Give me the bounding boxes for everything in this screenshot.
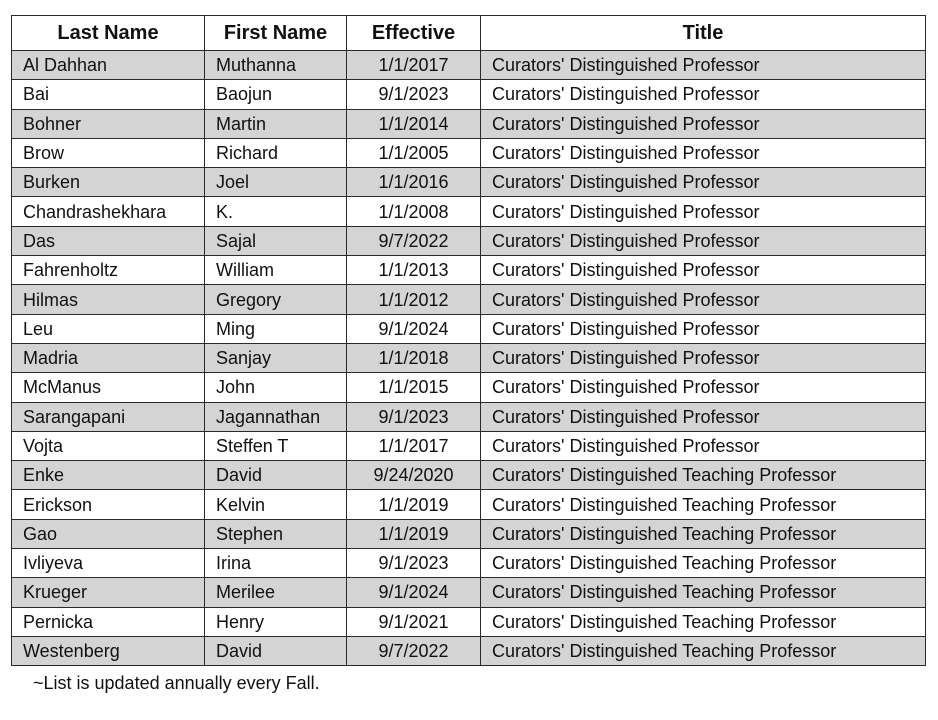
cell-first-name: Martin (205, 109, 347, 138)
cell-first-name: Steffen T (205, 431, 347, 460)
cell-last-name: Vojta (12, 431, 205, 460)
table-row (12, 343, 926, 372)
cell-title: Curators' Distinguished Professor (481, 343, 926, 372)
cell-last-name: Sarangapani (12, 402, 205, 431)
cell-first-name: Sajal (205, 226, 347, 255)
cell-title: Curators' Distinguished Professor (481, 138, 926, 167)
cell-effective: 1/1/2019 (347, 519, 481, 548)
cell-first-name: Muthanna (205, 51, 347, 80)
professors-table-container (11, 15, 925, 666)
cell-effective: 9/1/2023 (347, 549, 481, 578)
cell-first-name: Sanjay (205, 343, 347, 372)
table-row (12, 168, 926, 197)
table-row (12, 578, 926, 607)
cell-effective: 1/1/2005 (347, 138, 481, 167)
cell-last-name: Enke (12, 461, 205, 490)
cell-title: Curators' Distinguished Professor (481, 431, 926, 460)
table-row (12, 197, 926, 226)
cell-first-name: Stephen (205, 519, 347, 548)
table-row (12, 226, 926, 255)
cell-effective: 1/1/2014 (347, 109, 481, 138)
header-first-name: First Name (205, 16, 347, 51)
cell-last-name: Ivliyeva (12, 549, 205, 578)
cell-effective: 9/1/2024 (347, 314, 481, 343)
table-row (12, 402, 926, 431)
cell-effective: 9/1/2021 (347, 607, 481, 636)
cell-first-name: Joel (205, 168, 347, 197)
cell-last-name: McManus (12, 373, 205, 402)
cell-last-name: Leu (12, 314, 205, 343)
header-row (12, 16, 926, 51)
cell-first-name: Merilee (205, 578, 347, 607)
cell-effective: 1/1/2008 (347, 197, 481, 226)
cell-first-name: David (205, 461, 347, 490)
cell-last-name: Brow (12, 138, 205, 167)
cell-first-name: John (205, 373, 347, 402)
cell-title: Curators' Distinguished Teaching Professor (481, 578, 926, 607)
cell-last-name: Al Dahhan (12, 51, 205, 80)
table-row (12, 607, 926, 636)
cell-first-name: Henry (205, 607, 347, 636)
table-row (12, 285, 926, 314)
cell-last-name: Madria (12, 343, 205, 372)
table-row (12, 138, 926, 167)
cell-effective: 9/1/2024 (347, 578, 481, 607)
cell-first-name: Gregory (205, 285, 347, 314)
cell-effective: 1/1/2017 (347, 51, 481, 80)
cell-first-name: Richard (205, 138, 347, 167)
cell-last-name: Bohner (12, 109, 205, 138)
cell-first-name: Irina (205, 549, 347, 578)
table-row (12, 549, 926, 578)
header-last-name: Last Name (12, 16, 205, 51)
table-row (12, 636, 926, 665)
cell-first-name: Jagannathan (205, 402, 347, 431)
table-row (12, 109, 926, 138)
cell-last-name: Fahrenholtz (12, 256, 205, 285)
cell-effective: 9/1/2023 (347, 402, 481, 431)
cell-effective: 9/24/2020 (347, 461, 481, 490)
cell-last-name: Bai (12, 80, 205, 109)
cell-last-name: Burken (12, 168, 205, 197)
cell-first-name: David (205, 636, 347, 665)
cell-last-name: Westenberg (12, 636, 205, 665)
table-row (12, 314, 926, 343)
table-row (12, 490, 926, 519)
cell-title: Curators' Distinguished Professor (481, 109, 926, 138)
table-row (12, 519, 926, 548)
cell-title: Curators' Distinguished Professor (481, 168, 926, 197)
cell-title: Curators' Distinguished Professor (481, 51, 926, 80)
cell-effective: 1/1/2019 (347, 490, 481, 519)
cell-effective: 9/7/2022 (347, 226, 481, 255)
professors-table (11, 15, 926, 666)
header-title: Title (481, 16, 926, 51)
cell-last-name: Pernicka (12, 607, 205, 636)
cell-first-name: K. (205, 197, 347, 226)
table-body (12, 51, 926, 666)
cell-effective: 9/7/2022 (347, 636, 481, 665)
table-row (12, 461, 926, 490)
cell-title: Curators' Distinguished Teaching Professor (481, 549, 926, 578)
cell-title: Curators' Distinguished Teaching Professor (481, 461, 926, 490)
cell-effective: 1/1/2015 (347, 373, 481, 402)
table-row (12, 80, 926, 109)
cell-first-name: Kelvin (205, 490, 347, 519)
cell-effective: 1/1/2012 (347, 285, 481, 314)
cell-title: Curators' Distinguished Professor (481, 80, 926, 109)
table-row (12, 51, 926, 80)
cell-title: Curators' Distinguished Professor (481, 226, 926, 255)
cell-title: Curators' Distinguished Teaching Professor (481, 636, 926, 665)
cell-last-name: Hilmas (12, 285, 205, 314)
cell-title: Curators' Distinguished Teaching Professor (481, 490, 926, 519)
cell-effective: 1/1/2018 (347, 343, 481, 372)
footnote: ~List is updated annually every Fall. (33, 673, 320, 693)
cell-last-name: Gao (12, 519, 205, 548)
cell-effective: 9/1/2023 (347, 80, 481, 109)
cell-last-name: Erickson (12, 490, 205, 519)
cell-first-name: Baojun (205, 80, 347, 109)
cell-title: Curators' Distinguished Professor (481, 256, 926, 285)
cell-last-name: Das (12, 226, 205, 255)
cell-title: Curators' Distinguished Teaching Professor (481, 519, 926, 548)
cell-effective: 1/1/2016 (347, 168, 481, 197)
table-row (12, 256, 926, 285)
cell-effective: 1/1/2013 (347, 256, 481, 285)
cell-title: Curators' Distinguished Professor (481, 285, 926, 314)
cell-title: Curators' Distinguished Professor (481, 402, 926, 431)
cell-last-name: Krueger (12, 578, 205, 607)
table-header (12, 16, 926, 51)
cell-effective: 1/1/2017 (347, 431, 481, 460)
cell-title: Curators' Distinguished Professor (481, 314, 926, 343)
table-row (12, 431, 926, 460)
cell-title: Curators' Distinguished Teaching Professor (481, 607, 926, 636)
cell-first-name: Ming (205, 314, 347, 343)
cell-title: Curators' Distinguished Professor (481, 197, 926, 226)
table-row (12, 373, 926, 402)
cell-title: Curators' Distinguished Professor (481, 373, 926, 402)
cell-last-name: Chandrashekhara (12, 197, 205, 226)
cell-first-name: William (205, 256, 347, 285)
header-effective: Effective (347, 16, 481, 51)
